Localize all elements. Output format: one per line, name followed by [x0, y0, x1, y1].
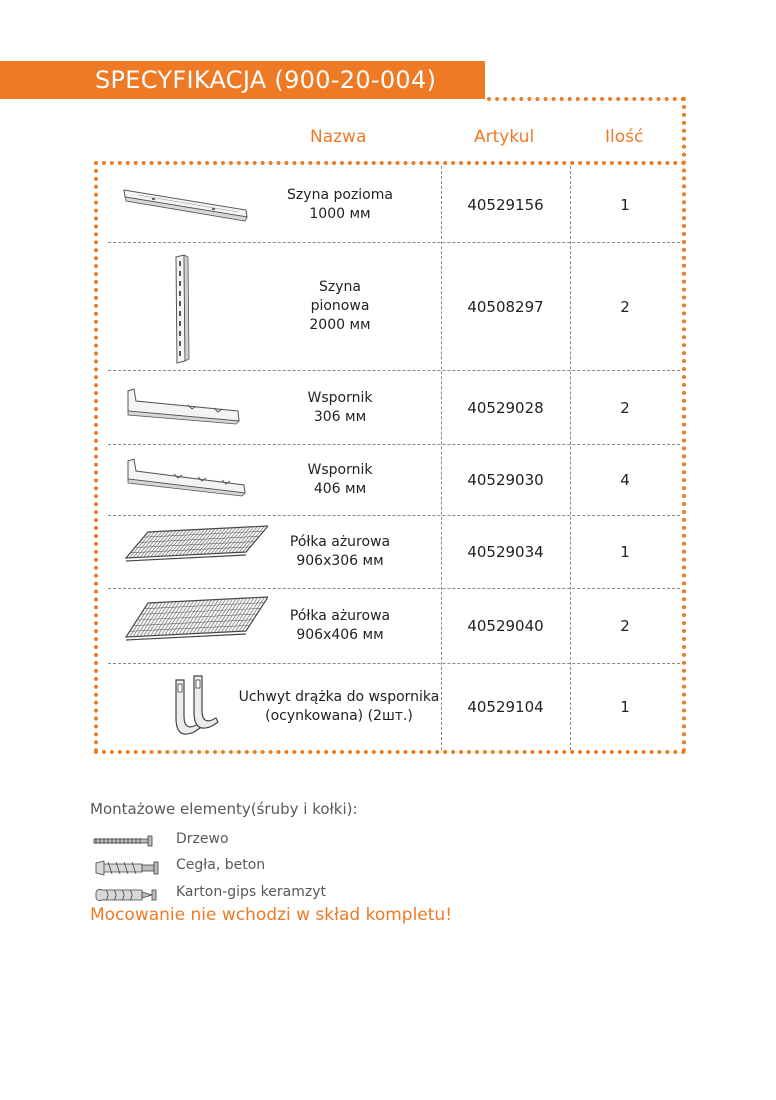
table-row	[100, 445, 682, 515]
wall-plug-icon	[92, 859, 172, 877]
item-article: 40508297	[467, 297, 544, 316]
table-row	[100, 664, 682, 750]
wire-shelf-306-image	[118, 516, 256, 588]
table-row	[100, 589, 682, 663]
header-qty: Ilość	[605, 127, 644, 147]
item-size-line: 2000 мм	[309, 317, 371, 333]
mounting-item	[92, 831, 392, 851]
item-name	[240, 168, 440, 242]
wood-screw-icon	[92, 833, 172, 849]
item-qty: 2	[620, 398, 630, 417]
item-qty: 4	[620, 471, 630, 489]
item-name-line: Szyna pozioma	[287, 187, 393, 203]
bracket-406-image	[118, 445, 256, 515]
item-name-line: pionowa	[310, 298, 370, 314]
mounting-title: Montażowe elementy(śruby i kołki):	[90, 800, 358, 818]
mounting-item	[92, 884, 392, 904]
frame-right-dots	[682, 97, 686, 753]
item-name-line: Szyna	[319, 279, 361, 295]
item-name	[228, 664, 450, 750]
item-size-line: 906x306 мм	[296, 553, 384, 569]
table-row	[100, 168, 682, 242]
table-row	[100, 371, 682, 444]
bracket-306-image	[118, 371, 256, 444]
item-article: 40529034	[467, 543, 544, 561]
item-name-line: Uchwyt drążka do wspornika	[238, 689, 440, 705]
item-article: 40529040	[467, 617, 544, 635]
item-name	[240, 243, 440, 370]
table-row	[100, 243, 682, 370]
item-name-line: Półka ażurowa	[289, 608, 391, 624]
mounting-item-label: Cegła, beton	[176, 857, 266, 873]
header-name: Nazwa	[310, 127, 367, 147]
page-title: SPECYFIKACJA (900-20-004)	[95, 66, 437, 94]
item-name	[240, 445, 440, 515]
item-name-line: Wspornik	[307, 462, 373, 478]
mounting-item-label: Drzewo	[176, 831, 229, 847]
item-qty: 2	[620, 617, 630, 635]
item-name-line: Półka ażurowa	[289, 534, 391, 550]
frame-left-dots	[94, 161, 98, 753]
frame-bottom-dots	[94, 750, 686, 754]
item-qty: 1	[620, 543, 630, 561]
item-size-line: 1000 мм	[309, 206, 371, 222]
title-banner	[0, 61, 485, 99]
item-article: 40529156	[467, 196, 544, 214]
mounting-item-label: Karton-gips keramzyt	[176, 884, 326, 900]
item-qty: 2	[620, 297, 630, 316]
item-size-line: 406 мм	[313, 481, 367, 497]
mounting-item	[92, 857, 392, 877]
frame-header-dots	[94, 161, 686, 165]
item-name	[240, 589, 440, 663]
item-size-line: 306 мм	[313, 408, 367, 425]
drywall-anchor-icon	[92, 886, 172, 904]
vertical-rail-image	[118, 243, 256, 370]
item-qty: 1	[620, 196, 630, 214]
header-article: Artykul	[474, 127, 535, 147]
mounting-note: Mocowanie nie wchodzi w skład kompletu!	[90, 905, 453, 925]
item-qty: 1	[620, 698, 630, 716]
horizontal-rail-image	[118, 168, 256, 242]
frame-top-dots	[487, 97, 685, 101]
wire-shelf-406-image	[118, 589, 256, 663]
table-row	[100, 516, 682, 588]
item-size-line: 906x406 мм	[296, 627, 384, 643]
item-name-line: Wspornik	[307, 389, 373, 406]
item-article: 40529028	[467, 398, 544, 417]
item-article: 40529104	[467, 698, 544, 716]
item-article: 40529030	[467, 471, 544, 489]
item-name	[240, 371, 440, 444]
item-name-line: (ocynkowana) (2шт.)	[265, 708, 413, 724]
item-name	[240, 516, 440, 588]
